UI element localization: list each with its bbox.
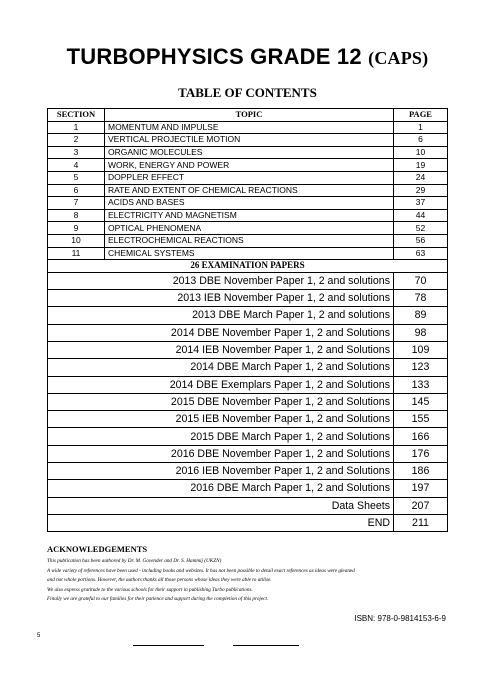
- exam-name: 2013 IEB November Paper 1, 2 and solutions: [48, 290, 394, 307]
- topic-name: OPTICAL PHENOMENA: [105, 222, 394, 235]
- exam-page: 166: [394, 428, 448, 445]
- page-ref: 44: [394, 209, 448, 222]
- page-ref: 19: [394, 159, 448, 172]
- ack-line: This publication has been authored by Dr. M. Govender and Dr. S. Hammij (UKZN): [47, 558, 222, 564]
- isbn: ISBN: 978-0-9814153-6-9: [354, 614, 446, 623]
- exam-page: 145: [394, 393, 448, 410]
- exam-name: 2016 DBE November Paper 1, 2 and Solutions: [48, 445, 394, 462]
- exam-row: [48, 324, 448, 341]
- topic-name: ACIDS AND BASES: [105, 197, 394, 210]
- exam-row: [48, 445, 448, 462]
- exam-name: 2016 DBE March Paper 1, 2 and Solutions: [48, 480, 394, 497]
- exam-row: [48, 341, 448, 358]
- table-row: [48, 171, 448, 184]
- exam-name: 2013 DBE March Paper 1, 2 and solutions: [48, 307, 394, 324]
- exam-page: 176: [394, 445, 448, 462]
- exam-page: 207: [394, 497, 448, 514]
- exam-name: 2014 DBE March Paper 1, 2 and Solutions: [48, 359, 394, 376]
- exam-row: [48, 462, 448, 479]
- page-ref: 56: [394, 234, 448, 247]
- exam-row: [48, 307, 448, 324]
- exam-page: 197: [394, 480, 448, 497]
- ack-line: A wide variety of references have been used - including books and websites. It has not been possible to detail exact references as ideas were gleaned: [47, 567, 355, 574]
- page-ref: 6: [394, 134, 448, 147]
- exam-name: Data Sheets: [48, 497, 394, 514]
- topic-name: DOPPLER EFFECT: [105, 171, 394, 184]
- table-header-row: [48, 109, 448, 122]
- topic-name: ELECTROCHEMICAL REACTIONS: [105, 234, 394, 247]
- topic-name: MOMENTUM AND IMPULSE: [105, 121, 394, 134]
- exam-page: 155: [394, 411, 448, 428]
- exam-name: 2014 DBE November Paper 1, 2 and Solutions: [48, 324, 394, 341]
- topic-name: VERTICAL PROJECTILE MOTION: [105, 134, 394, 147]
- exam-name: END: [48, 514, 394, 531]
- toc-heading: TABLE OF CONTENTS: [178, 85, 317, 100]
- exam-row: [48, 393, 448, 410]
- exam-row: [48, 411, 448, 428]
- header-page: PAGE: [394, 109, 448, 122]
- header-topic: TOPIC: [105, 109, 394, 122]
- table-row: [48, 209, 448, 222]
- contents-table: [47, 108, 448, 532]
- exam-page: 211: [394, 514, 448, 531]
- exam-page: 98: [394, 324, 448, 341]
- ack-line: Finally we are grateful to our families for their patience and support during the completion of this project.: [47, 596, 269, 603]
- exam-row: [48, 376, 448, 393]
- topic-name: WORK, ENERGY AND POWER: [105, 159, 394, 172]
- section-number: 2: [48, 134, 105, 147]
- exam-page: 89: [394, 307, 448, 324]
- exam-name: 2014 DBE Exemplars Paper 1, 2 and Solutions: [48, 376, 394, 393]
- section-number: 4: [48, 159, 105, 172]
- table-row: [48, 134, 448, 147]
- exam-row: [48, 359, 448, 376]
- section-number: 1: [48, 121, 105, 134]
- exam-name: 2013 DBE November Paper 1, 2 and solutions: [48, 272, 394, 289]
- header-section: SECTION: [48, 109, 105, 122]
- exam-name: 2015 DBE November Paper 1, 2 and Solutions: [48, 393, 394, 410]
- table-row: [48, 197, 448, 210]
- acknowledgements-title: ACKNOWLEDGEMENTS: [47, 544, 148, 554]
- exam-page: 109: [394, 341, 448, 358]
- section-number: 3: [48, 146, 105, 159]
- exam-row: [48, 272, 448, 289]
- page-ref: 52: [394, 222, 448, 235]
- ack-line: and not whole portions. However, the authors thanks all those persons whose ideas they were able to utilise.: [47, 577, 272, 584]
- topic-name: RATE AND EXTENT OF CHEMICAL REACTIONS: [105, 184, 394, 197]
- signature-line: [233, 645, 299, 646]
- exam-name: 2015 DBE March Paper 1, 2 and Solutions: [48, 428, 394, 445]
- table-row: [48, 247, 448, 260]
- title-main: TURBOPHYSICS GRADE 12: [66, 44, 362, 69]
- page-number: 5: [37, 633, 41, 639]
- table-row: [48, 184, 448, 197]
- topic-name: ORGANIC MOLECULES: [105, 146, 394, 159]
- exam-page: 70: [394, 272, 448, 289]
- section-number: 7: [48, 197, 105, 210]
- exam-papers-heading: 26 EXAMINATION PAPERS: [48, 260, 448, 273]
- acknowledgements-text: [47, 557, 447, 605]
- title-suffix: (CAPS): [368, 48, 429, 68]
- exam-name: 2016 IEB November Paper 1, 2 and Solutions: [48, 462, 394, 479]
- exam-row: [48, 497, 448, 514]
- exam-page: 78: [394, 290, 448, 307]
- exam-name: 2015 IEB November Paper 1, 2 and Solutions: [48, 411, 394, 428]
- table-row: [48, 121, 448, 134]
- exam-row: [48, 428, 448, 445]
- section-number: 10: [48, 234, 105, 247]
- table-row: [48, 159, 448, 172]
- page-ref: 37: [394, 197, 448, 210]
- section-number: 6: [48, 184, 105, 197]
- section-number: 11: [48, 247, 105, 260]
- section-number: 8: [48, 209, 105, 222]
- table-row: [48, 146, 448, 159]
- exam-page: 123: [394, 359, 448, 376]
- topic-name: CHEMICAL SYSTEMS: [105, 247, 394, 260]
- document-title: [0, 44, 495, 70]
- page-ref: 63: [394, 247, 448, 260]
- exam-name: 2014 IEB November Paper 1, 2 and Solutions: [48, 341, 394, 358]
- section-number: 5: [48, 171, 105, 184]
- signature-line: [133, 645, 204, 646]
- table-row: [48, 222, 448, 235]
- ack-line: We also express gratitude to the various schools for their support in publishing Turbo publications.: [47, 586, 253, 593]
- exam-row: [48, 480, 448, 497]
- exam-page: 133: [394, 376, 448, 393]
- page-ref: 29: [394, 184, 448, 197]
- section-number: 9: [48, 222, 105, 235]
- topic-name: ELECTRICITY AND MAGNETISM: [105, 209, 394, 222]
- exam-row: [48, 514, 448, 531]
- exam-papers-heading-row: [48, 260, 448, 273]
- page-ref: 24: [394, 171, 448, 184]
- page-ref: 10: [394, 146, 448, 159]
- exam-row: [48, 290, 448, 307]
- table-row: [48, 234, 448, 247]
- page-ref: 1: [394, 121, 448, 134]
- exam-page: 186: [394, 462, 448, 479]
